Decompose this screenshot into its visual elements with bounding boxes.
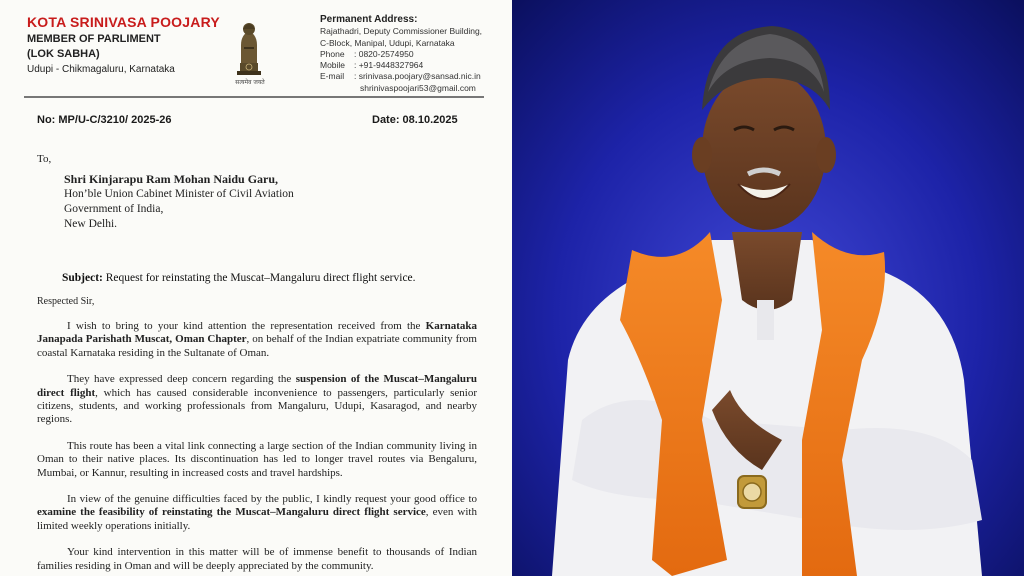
paragraph: This route has been a vital link connecting a large section of the Indian community living in Oman to their native places. Its discontinuation has led to longer travel routes via Bengaluru, Mumbai, or Kannur, resulting in increased costs and travel hardships. [37, 439, 477, 479]
recipient-line: New Delhi. [64, 218, 118, 230]
sender-house: (LOK SABHA) [27, 48, 100, 60]
sender-name: KOTA SRINIVASA POOJARY [27, 14, 220, 30]
recipient-name: Shri Kinjarapu Ram Mohan Naidu Garu, [64, 172, 279, 186]
email-value-1: : srinivasa.poojary@sansad.nic.in [354, 71, 481, 82]
letterhead-sender [27, 14, 220, 75]
paragraph: They have expressed deep concern regarding the suspension of the Muscat–Mangaluru direct flight, which has caused considerable inconvenience to passengers, particularly senior citizens, students, and working professionals from Mangaluru, Udupi, Kasaragod, and nearby regions. [37, 373, 478, 426]
phone-label: Phone [320, 48, 345, 59]
address-heading: Permanent Address: [320, 14, 418, 25]
recipient-line: Government of India, [64, 203, 164, 215]
sender-constituency: Udupi - Chikmagaluru, Karnataka [27, 64, 175, 75]
letter-body [37, 320, 477, 576]
mobile-row [320, 60, 482, 71]
permanent-address [320, 14, 482, 94]
recipient-block [64, 172, 294, 232]
phone-row [320, 49, 482, 60]
letterhead-divider [24, 96, 484, 98]
sender-title: MEMBER OF PARLIMENT [27, 33, 161, 45]
mobile-label: Mobile [320, 60, 346, 71]
paragraph: Your kind intervention in this matter will be of immense benefit to thousands of Indian families residing in Oman and will be deeply appreciated by the community. [37, 546, 477, 572]
subject-text: Request for reinstating the Muscat–Mangaluru direct flight service. [105, 272, 416, 284]
email-label: E-mail [320, 71, 345, 82]
mobile-value: : +91-9448327964 [354, 60, 424, 71]
portrait-illustration [512, 0, 1024, 576]
phone-value: : 0820-2574950 [354, 48, 414, 59]
national-emblem-icon [232, 14, 266, 84]
salutation: Respected Sir, [37, 296, 95, 307]
reference-number: No: MP/U-C/3210/ 2025-26 [37, 114, 172, 126]
portrait-photo [512, 0, 1024, 576]
subject-label: Subject: [62, 272, 103, 284]
paragraph: I wish to bring to your kind attention the representation received from the Karnataka Janapada Parishath Muscat, Oman Chapter, on behalf of the Indian expatriate community from coastal Karnataka residing in the Sultanate of Oman. [37, 320, 477, 359]
address-line: C-Block, Manipal, Udupi, Karnataka [320, 37, 455, 48]
letter-date: Date: 08.10.2025 [372, 114, 458, 126]
email-value-2: shrinivaspoojari53@gmail.com [360, 82, 476, 93]
recipient-line: Hon’ble Union Cabinet Minister of Civil Aviation [64, 188, 294, 200]
email-row-2 [320, 83, 482, 94]
subject-line [62, 272, 416, 284]
address-line: Rajathadri, Deputy Commissioner Building, [320, 26, 483, 37]
to-line: To, [37, 153, 52, 165]
paragraph: In view of the genuine difficulties faced by the public, I kindly request your good office to examine the feasibility of reinstating the Muscat–Mangaluru direct flight service, even with limited weekly operations initially. [37, 493, 477, 532]
emblem-caption: सत्यमेव जयते [235, 79, 265, 86]
email-row [320, 71, 482, 82]
